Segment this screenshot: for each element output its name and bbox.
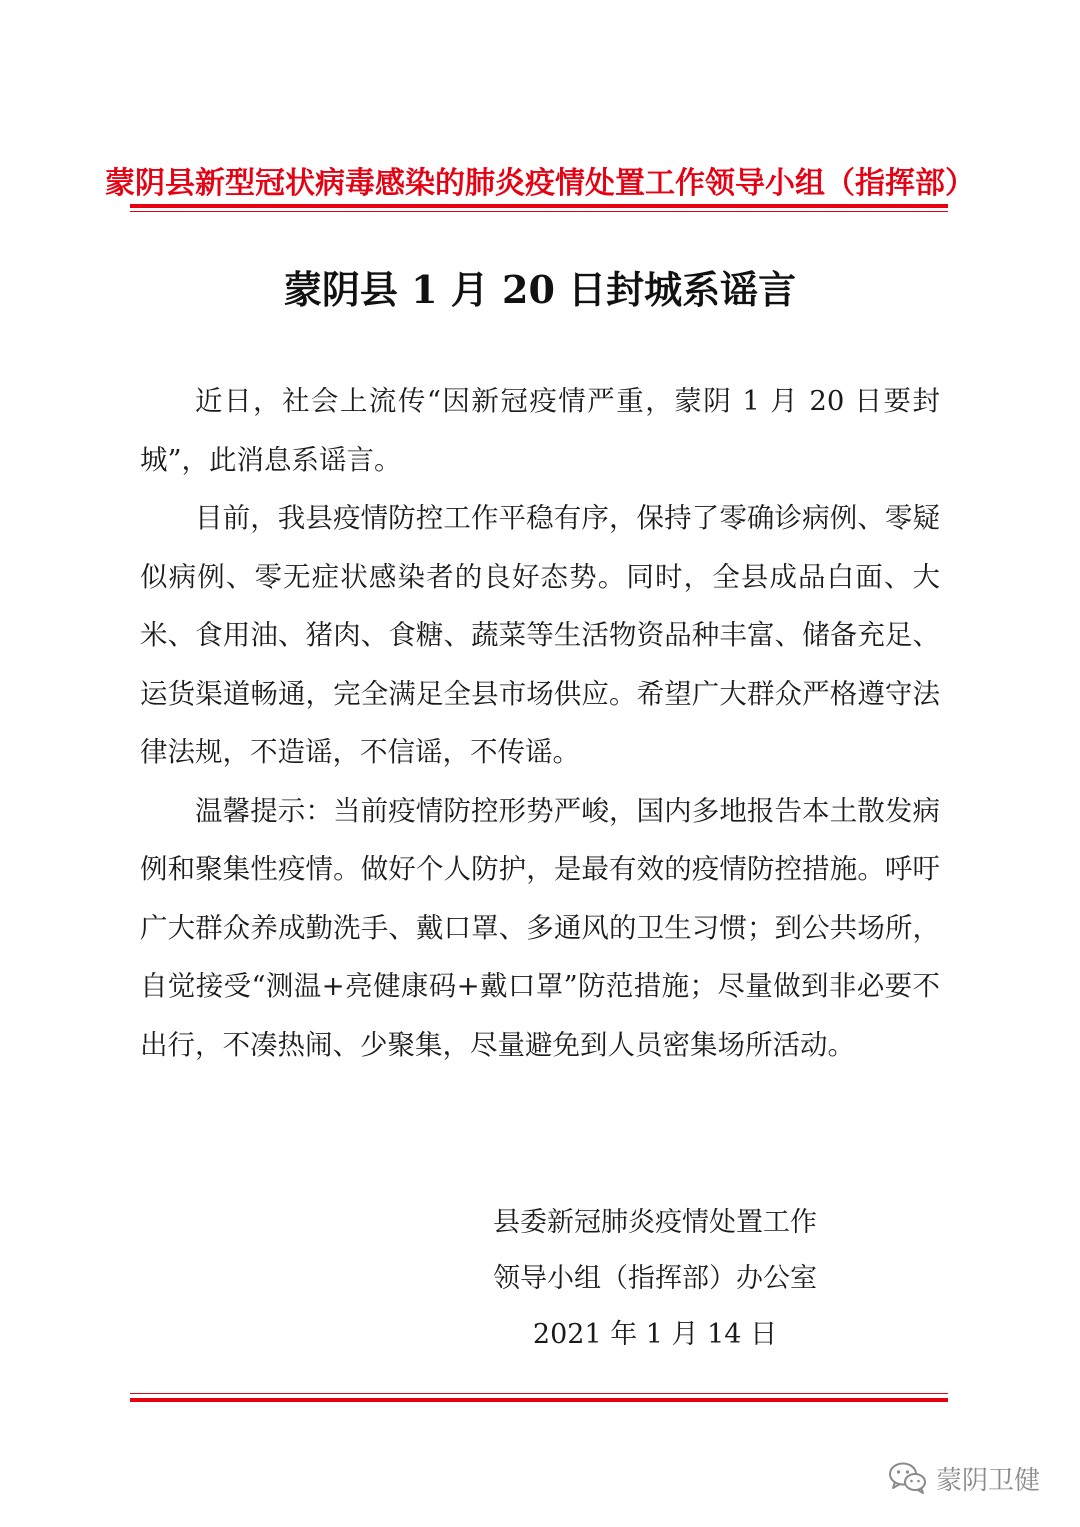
account-watermark [888,1458,1040,1498]
signature-block [440,1195,870,1363]
document-title: 蒙阴县 1 月 20 日封城系谣言 [283,267,797,312]
signature-date: 2021 年 1 月 14 日 [532,1319,778,1350]
paragraph-tips: 温馨提示：当前疫情防控形势严峻，国内多地报告本土散发病例和聚集性疫情。做好个人防护，是最有效的疫情防控措施。呼吁广大群众养成勤洗手、戴口罩、多通风的卫生习惯；到公共场所，自觉接受“测温+亮健康码+戴口罩”防范措施；尽量做到非必要不出行，不凑热闹、少聚集，尽量避免到人员密集场所活动。 [140,794,940,1061]
footer-rule-thin [130,1393,948,1394]
paragraph-status: 目前，我县疫情防控工作平稳有序，保持了零确诊病例、零疑似病例、零无症状感染者的良好态势。同时，全县成品白面、大米、食用油、猪肉、食糖、蔬菜等生活物资品种丰富、储备充足、运货渠道畅通，完全满足全县市场供应。希望广大群众严格遵守法律法规，不造谣，不信谣，不传谣。 [140,502,940,768]
document-body [140,372,940,1074]
header-rule-thin [130,211,948,212]
paragraph-rumor: 近日，社会上流传“因新冠疫情严重，蒙阴 1 月 20 日要封城”，此消息系谣言。 [140,385,940,476]
watermark-account-name: 蒙阴卫健 [936,1465,1041,1496]
signature-org-line2: 领导小组（指挥部）办公室 [493,1263,817,1294]
wechat-icon [888,1461,928,1495]
footer-rule-thick [130,1398,948,1402]
header-rule-thick [130,204,948,208]
signature-org-line1: 县委新冠肺炎疫情处置工作 [493,1207,817,1238]
issuer-header-title: 蒙阴县新型冠状病毒感染的肺炎疫情处置工作领导小组（指挥部） [105,166,975,201]
